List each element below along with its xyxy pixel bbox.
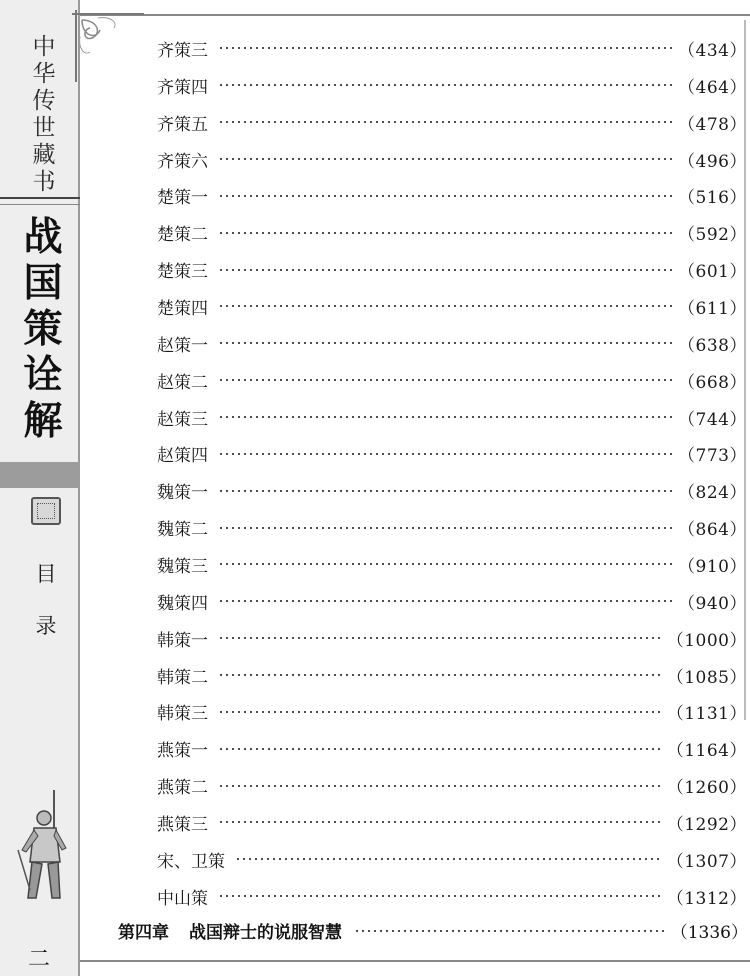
leader-dots (354, 930, 665, 932)
toc-entry-page: （601） (678, 262, 747, 283)
toc-entry-page: （611） (678, 298, 747, 319)
toc-entry-page: （864） (678, 520, 747, 541)
toc-entry[interactable] (157, 214, 747, 251)
top-frame-line (80, 14, 750, 16)
toc-entry[interactable] (157, 657, 747, 694)
toc-entry[interactable] (157, 546, 747, 583)
divider (0, 204, 80, 205)
toc-entry-title: 赵策一 (157, 335, 208, 356)
toc-entry-title: 燕策一 (157, 741, 208, 762)
toc-entry-page: （496） (678, 151, 747, 172)
toc-entry[interactable] (157, 362, 747, 399)
book-title: 战国策诠解 (23, 214, 63, 444)
toc-entry-page: （464） (678, 77, 747, 98)
toc-entry-title: 赵策三 (157, 409, 208, 430)
toc-entry-title: 燕策三 (157, 814, 208, 835)
toc-entry-title: 楚策三 (157, 262, 208, 283)
toc-entry-page: （516） (678, 188, 747, 209)
toc-entry[interactable] (157, 435, 747, 472)
toc-entry-title: 楚策四 (157, 298, 208, 319)
chapter-page: （1336） (670, 923, 748, 943)
toc-entry[interactable] (157, 730, 747, 767)
corner-ornament-icon (68, 6, 148, 86)
seal-icon (31, 497, 61, 525)
toc-entry-page: （1164） (666, 741, 747, 762)
chapter-number: 第四章 (118, 923, 169, 943)
toc-entry-title: 魏策二 (157, 520, 208, 541)
toc-entry-page: （668） (678, 372, 747, 393)
toc-entry-title: 赵策二 (157, 372, 208, 393)
toc-entry-title: 齐策四 (157, 77, 208, 98)
toc-entry-page: （638） (678, 335, 747, 356)
chapter-entry[interactable] (118, 918, 748, 943)
leader-dots (218, 195, 672, 197)
toc-entry[interactable] (157, 399, 747, 436)
toc-entry-page: （1312） (666, 888, 747, 909)
toc-entry-page: （478） (678, 114, 747, 135)
divider (0, 197, 80, 199)
toc-entry-page: （434） (678, 40, 747, 61)
toc-entry[interactable] (157, 177, 747, 214)
toc-entry[interactable] (157, 767, 747, 804)
toc-entry-title: 宋、卫策 (157, 851, 225, 872)
page-number: 二 (28, 947, 51, 972)
chapter-title: 战国辩士的说服智慧 (189, 923, 342, 943)
leader-dots (218, 527, 672, 529)
toc-entry-page: （773） (678, 446, 747, 467)
toc-entry-page: （910） (678, 556, 747, 577)
leader-dots (218, 637, 661, 639)
leader-dots (218, 84, 672, 86)
toc-entry[interactable] (157, 583, 747, 620)
toc-entry-title: 魏策四 (157, 593, 208, 614)
toc-entry[interactable] (157, 141, 747, 178)
leader-dots (218, 305, 672, 307)
leader-dots (218, 490, 672, 492)
toc-entry[interactable] (157, 325, 747, 362)
toc-entry[interactable] (157, 30, 747, 67)
toc-entry-page: （1307） (666, 851, 747, 872)
toc-entry-title: 齐策三 (157, 40, 208, 61)
leader-dots (218, 785, 661, 787)
toc-entry[interactable] (157, 841, 747, 878)
toc-entry-page: （1085） (666, 667, 747, 688)
toc-entry[interactable] (157, 104, 747, 141)
toc-entry-title: 魏策三 (157, 556, 208, 577)
toc-entry-title: 楚策一 (157, 188, 208, 209)
leader-dots (218, 821, 661, 823)
leader-dots (218, 895, 661, 897)
toc-entry[interactable] (157, 251, 747, 288)
leader-dots (218, 342, 672, 344)
leader-dots (218, 158, 672, 160)
toc-entry-page: （744） (678, 409, 747, 430)
toc-entry[interactable] (157, 67, 747, 104)
series-title: 中华传世藏书 (32, 34, 56, 195)
toc-entry-page: （1292） (666, 814, 747, 835)
toc-entry-page: （940） (678, 593, 747, 614)
leader-dots (218, 674, 661, 676)
leader-dots (218, 748, 661, 750)
bottom-frame-line (80, 960, 750, 962)
toc-entry[interactable] (157, 509, 747, 546)
warrior-illustration-icon (10, 790, 80, 910)
toc-entry[interactable] (157, 693, 747, 730)
toc-entry-page: （1260） (666, 778, 747, 799)
leader-dots (235, 858, 661, 860)
leader-dots (218, 563, 672, 565)
toc-entry-title: 楚策二 (157, 225, 208, 246)
toc-list (157, 30, 747, 915)
leader-dots (218, 47, 672, 49)
toc-entry-title: 赵策四 (157, 446, 208, 467)
leader-dots (218, 711, 661, 713)
toc-entry-title: 齐策五 (157, 114, 208, 135)
toc-entry-page: （1000） (666, 630, 747, 651)
toc-entry[interactable] (157, 878, 747, 915)
toc-entry-page: （1131） (666, 704, 747, 725)
toc-entry-page: （824） (678, 483, 747, 504)
toc-entry-title: 韩策一 (157, 630, 208, 651)
leader-dots (218, 600, 672, 602)
toc-entry-page: （592） (678, 225, 747, 246)
leader-dots (218, 232, 672, 234)
leader-dots (218, 269, 672, 271)
toc-entry-title: 中山策 (157, 888, 208, 909)
toc-entry-title: 韩策三 (157, 704, 208, 725)
gray-band (0, 462, 80, 488)
leader-dots (218, 453, 672, 455)
sidebar (0, 0, 80, 976)
leader-dots (218, 379, 672, 381)
toc-entry[interactable] (157, 620, 747, 657)
leader-dots (218, 121, 672, 123)
section-label: 目录 (35, 562, 57, 638)
toc-entry[interactable] (157, 804, 747, 841)
toc-entry-title: 魏策一 (157, 483, 208, 504)
leader-dots (218, 416, 672, 418)
toc-entry-title: 燕策二 (157, 778, 208, 799)
toc-entry-title: 韩策二 (157, 667, 208, 688)
toc-entry-title: 齐策六 (157, 151, 208, 172)
toc-entry[interactable] (157, 472, 747, 509)
toc-entry[interactable] (157, 288, 747, 325)
